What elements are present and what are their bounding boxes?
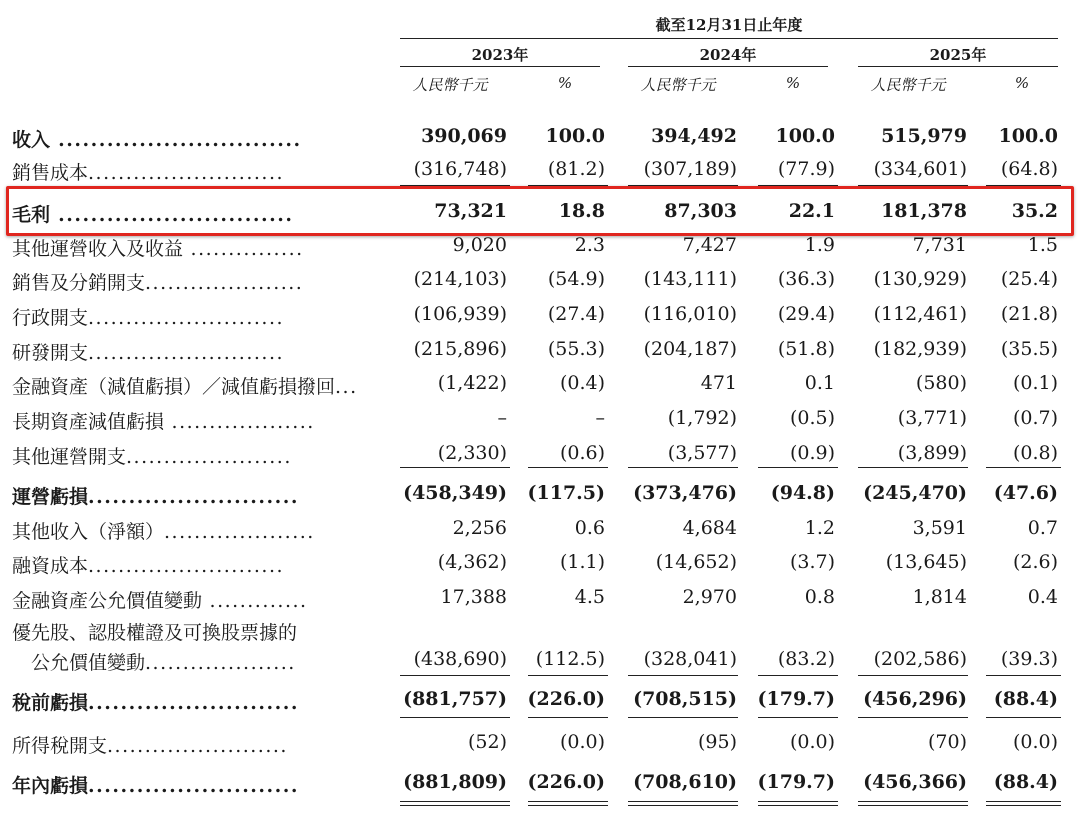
leader-dots: ...	[335, 376, 358, 398]
table-cell: (3,771)	[897, 407, 967, 429]
row-label-text: 稅前虧損	[12, 692, 89, 714]
table-cell: (2,330)	[437, 442, 507, 464]
row-label-text: 金融資產（減值虧損）／減值虧損撥回	[12, 376, 336, 398]
row-label	[12, 771, 299, 798]
row-label-text: 運營虧損	[12, 486, 89, 508]
table-cell: (2.6)	[1012, 551, 1058, 573]
table-cell: (328,041)	[643, 648, 737, 670]
leader-dots: ..........................	[88, 342, 285, 364]
table-cell: (3,899)	[897, 442, 967, 464]
table-cell: (204,187)	[643, 338, 737, 360]
year-2025: 2025年	[929, 46, 987, 64]
leader-dots: ...................	[164, 411, 315, 433]
table-cell: (226.0)	[527, 688, 605, 710]
table-cell: 100.0	[775, 125, 835, 147]
table-cell: (130,929)	[873, 268, 967, 290]
subtotal-rule	[628, 467, 738, 468]
table-cell: 1,814	[912, 586, 967, 608]
table-cell: 100.0	[998, 125, 1058, 147]
leader-dots: ..........................	[88, 692, 299, 714]
row-label	[12, 517, 315, 544]
table-cell: (0.5)	[789, 407, 835, 429]
subtotal-rule	[528, 467, 608, 468]
table-cell: (88.4)	[993, 688, 1058, 710]
leader-dots: ..........................	[88, 486, 299, 508]
subtotal-rule	[400, 675, 510, 676]
table-cell: (3.7)	[789, 551, 835, 573]
table-cell: (182,939)	[873, 338, 967, 360]
table-cell: (81.2)	[547, 158, 605, 180]
leader-dots: .....................	[145, 272, 304, 294]
subtotal-rule	[858, 717, 968, 718]
row-label-text: 所得稅開支	[12, 735, 108, 757]
table-cell: (54.9)	[547, 268, 605, 290]
row-label-text: 融資成本	[12, 555, 89, 577]
header-rule	[400, 38, 1058, 39]
table-cell: (117.5)	[527, 482, 605, 504]
table-cell: (0.0)	[1012, 731, 1058, 753]
table-cell: (1,422)	[437, 372, 507, 394]
subtotal-rule	[858, 467, 968, 468]
table-cell: (13,645)	[885, 551, 967, 573]
row-label-text: 其他運營收入及收益	[12, 238, 184, 260]
table-cell: (95)	[697, 731, 737, 753]
table-cell: (47.6)	[993, 482, 1058, 504]
table-cell: 0.1	[804, 372, 835, 394]
table-cell: (0.8)	[1012, 442, 1058, 464]
row-label	[12, 586, 308, 613]
period-title: 截至12月31日止年度	[655, 16, 803, 34]
row-label-text: 行政開支	[12, 307, 89, 329]
row-label	[12, 158, 284, 185]
table-cell: (77.9)	[777, 158, 835, 180]
table-cell: (456,296)	[863, 688, 967, 710]
row-label-text: 銷售及分銷開支	[12, 272, 146, 294]
table-cell: (708,515)	[633, 688, 737, 710]
row-label	[12, 551, 284, 578]
table-cell: (456,366)	[863, 771, 967, 793]
leader-dots: ..........................	[88, 162, 285, 184]
row-label-text: 金融資產公允價值變動	[12, 590, 203, 612]
row-label	[12, 338, 284, 365]
subtotal-rule	[986, 675, 1061, 676]
table-cell: (1.1)	[559, 551, 605, 573]
row-label	[12, 731, 288, 758]
table-cell: 390,069	[421, 125, 507, 147]
table-cell: (116,010)	[643, 303, 737, 325]
subtotal-rule	[528, 675, 608, 676]
table-cell: 0.4	[1027, 586, 1058, 608]
leader-dots: ....................	[145, 652, 296, 674]
table-cell: (580)	[915, 372, 967, 394]
row-label	[12, 125, 302, 152]
table-cell: (112,461)	[873, 303, 967, 325]
table-cell: 0.8	[804, 586, 835, 608]
table-cell: (83.2)	[777, 648, 835, 670]
table-cell: 9,020	[452, 234, 507, 256]
table-cell: (88.4)	[993, 771, 1058, 793]
row-label-text: 毛利	[12, 204, 51, 226]
table-cell: 3,591	[912, 517, 967, 539]
table-cell: (0.0)	[789, 731, 835, 753]
table-cell: (0.7)	[1012, 407, 1058, 429]
table-cell: (36.3)	[777, 268, 835, 290]
table-cell: 35.2	[1011, 200, 1058, 222]
row-label	[12, 442, 292, 469]
subtotal-rule	[986, 717, 1061, 718]
table-cell: (25.4)	[1000, 268, 1058, 290]
subtotal-rule	[400, 717, 510, 718]
table-cell: (4,362)	[437, 551, 507, 573]
table-cell: 0.7	[1027, 517, 1058, 539]
total-double-rule	[858, 801, 968, 806]
year-rule-2024	[628, 66, 828, 67]
year-2023: 2023年	[471, 46, 529, 64]
table-cell: 4,684	[682, 517, 737, 539]
table-cell: (70)	[927, 731, 967, 753]
table-cell: (112.5)	[535, 648, 605, 670]
leader-dots: ...............	[183, 238, 304, 260]
table-cell: (881,809)	[403, 771, 507, 793]
table-cell: (215,896)	[413, 338, 507, 360]
table-cell: (64.8)	[1000, 158, 1058, 180]
table-cell: (143,111)	[643, 268, 737, 290]
row-label-text: 其他運營開支	[12, 446, 127, 468]
table-cell: (21.8)	[1000, 303, 1058, 325]
table-cell: (0.1)	[1012, 372, 1058, 394]
year-rule-2025	[858, 66, 1058, 67]
table-cell: 2.3	[574, 234, 605, 256]
total-double-rule	[758, 801, 838, 806]
table-cell: (708,610)	[633, 771, 737, 793]
table-cell: (179.7)	[757, 688, 835, 710]
table-cell: (334,601)	[873, 158, 967, 180]
unit-label-2025: 人民幣千元	[870, 76, 946, 94]
pct-label-2024: %	[785, 74, 801, 92]
table-cell: (52)	[467, 731, 507, 753]
table-cell: 7,731	[912, 234, 967, 256]
total-double-rule	[628, 801, 738, 806]
table-cell: 17,388	[440, 586, 507, 608]
table-cell: 100.0	[545, 125, 605, 147]
table-cell: 22.1	[788, 200, 835, 222]
table-cell: (202,586)	[873, 648, 967, 670]
table-cell: (307,189)	[643, 158, 737, 180]
table-cell: 1.5	[1027, 234, 1058, 256]
row-label	[12, 407, 315, 434]
table-cell: (214,103)	[413, 268, 507, 290]
leader-dots: ..............................	[50, 129, 302, 151]
table-cell: (245,470)	[863, 482, 967, 504]
row-label-text: 銷售成本	[12, 162, 89, 184]
row-label-text: 公允價值變動	[12, 652, 146, 674]
table-cell: (39.3)	[1000, 648, 1058, 670]
row-label	[12, 688, 299, 715]
subtotal-rule	[986, 467, 1061, 468]
table-cell: (226.0)	[527, 771, 605, 793]
table-cell: 18.8	[558, 200, 605, 222]
table-cell: (14,652)	[655, 551, 737, 573]
leader-dots: .............................	[50, 204, 294, 226]
row-label	[12, 648, 296, 675]
row-label	[12, 618, 297, 645]
subtotal-rule	[528, 717, 608, 718]
table-cell: 2,256	[452, 517, 507, 539]
gross-profit-highlight	[6, 186, 1074, 236]
leader-dots: ..........................	[88, 555, 285, 577]
total-double-rule	[400, 801, 510, 806]
leader-dots: ......................	[126, 446, 292, 468]
unit-label-2024: 人民幣千元	[640, 76, 716, 94]
leader-dots: ........................	[107, 735, 288, 757]
row-label	[12, 234, 304, 261]
leader-dots: ..........................	[88, 307, 285, 329]
table-cell: (35.5)	[1000, 338, 1058, 360]
row-label-text: 其他收入（淨額）	[12, 521, 165, 543]
table-cell: (373,476)	[633, 482, 737, 504]
unit-label-2023: 人民幣千元	[412, 76, 488, 94]
row-label	[12, 303, 284, 330]
table-cell: 4.5	[574, 586, 605, 608]
table-cell: (29.4)	[777, 303, 835, 325]
subtotal-rule	[758, 675, 838, 676]
table-cell: 1.2	[804, 517, 835, 539]
table-cell: 1.9	[804, 234, 835, 256]
table-cell: 515,979	[881, 125, 967, 147]
table-cell: (881,757)	[403, 688, 507, 710]
table-cell: (106,939)	[413, 303, 507, 325]
table-cell: –	[595, 407, 605, 429]
subtotal-rule	[628, 717, 738, 718]
subtotal-rule	[400, 467, 510, 468]
row-label-text: 年內虧損	[12, 775, 89, 797]
table-cell: (179.7)	[757, 771, 835, 793]
row-label-text: 優先股、認股權證及可換股票據的	[12, 622, 298, 644]
table-cell: (1,792)	[667, 407, 737, 429]
subtotal-rule	[858, 675, 968, 676]
pct-label-2025: %	[1014, 74, 1030, 92]
table-cell: 87,303	[664, 200, 737, 222]
table-cell: 471	[700, 372, 737, 394]
pct-label-2023: %	[557, 74, 573, 92]
table-cell: 0.6	[574, 517, 605, 539]
total-double-rule	[986, 801, 1061, 806]
subtotal-rule	[758, 467, 838, 468]
table-cell: (0.9)	[789, 442, 835, 464]
table-cell: (458,349)	[403, 482, 507, 504]
table-cell: (316,748)	[413, 158, 507, 180]
subtotal-rule	[628, 675, 738, 676]
row-label	[12, 482, 299, 509]
table-cell: 7,427	[682, 234, 737, 256]
table-cell: (0.4)	[559, 372, 605, 394]
row-label	[12, 372, 358, 399]
subtotal-rule	[758, 717, 838, 718]
table-cell: 2,970	[682, 586, 737, 608]
table-cell: (0.6)	[559, 442, 605, 464]
row-label-text: 研發開支	[12, 342, 89, 364]
year-rule-2023	[400, 66, 600, 67]
leader-dots: ..........................	[88, 775, 299, 797]
table-cell: (94.8)	[770, 482, 835, 504]
leader-dots: ....................	[164, 521, 315, 543]
total-double-rule	[528, 801, 608, 806]
year-2024: 2024年	[699, 46, 757, 64]
table-cell: (438,690)	[413, 648, 507, 670]
table-cell: 394,492	[651, 125, 737, 147]
row-label	[12, 268, 303, 295]
row-label-text: 收入	[12, 129, 51, 151]
row-label-text: 長期資產減值虧損	[12, 411, 165, 433]
table-cell: (3,577)	[667, 442, 737, 464]
table-cell: (27.4)	[547, 303, 605, 325]
table-cell: 181,378	[881, 200, 967, 222]
table-cell: (0.0)	[559, 731, 605, 753]
table-cell: 73,321	[434, 200, 507, 222]
leader-dots: .............	[202, 590, 308, 612]
table-cell: (51.8)	[777, 338, 835, 360]
table-cell: –	[497, 407, 507, 429]
table-cell: (55.3)	[547, 338, 605, 360]
